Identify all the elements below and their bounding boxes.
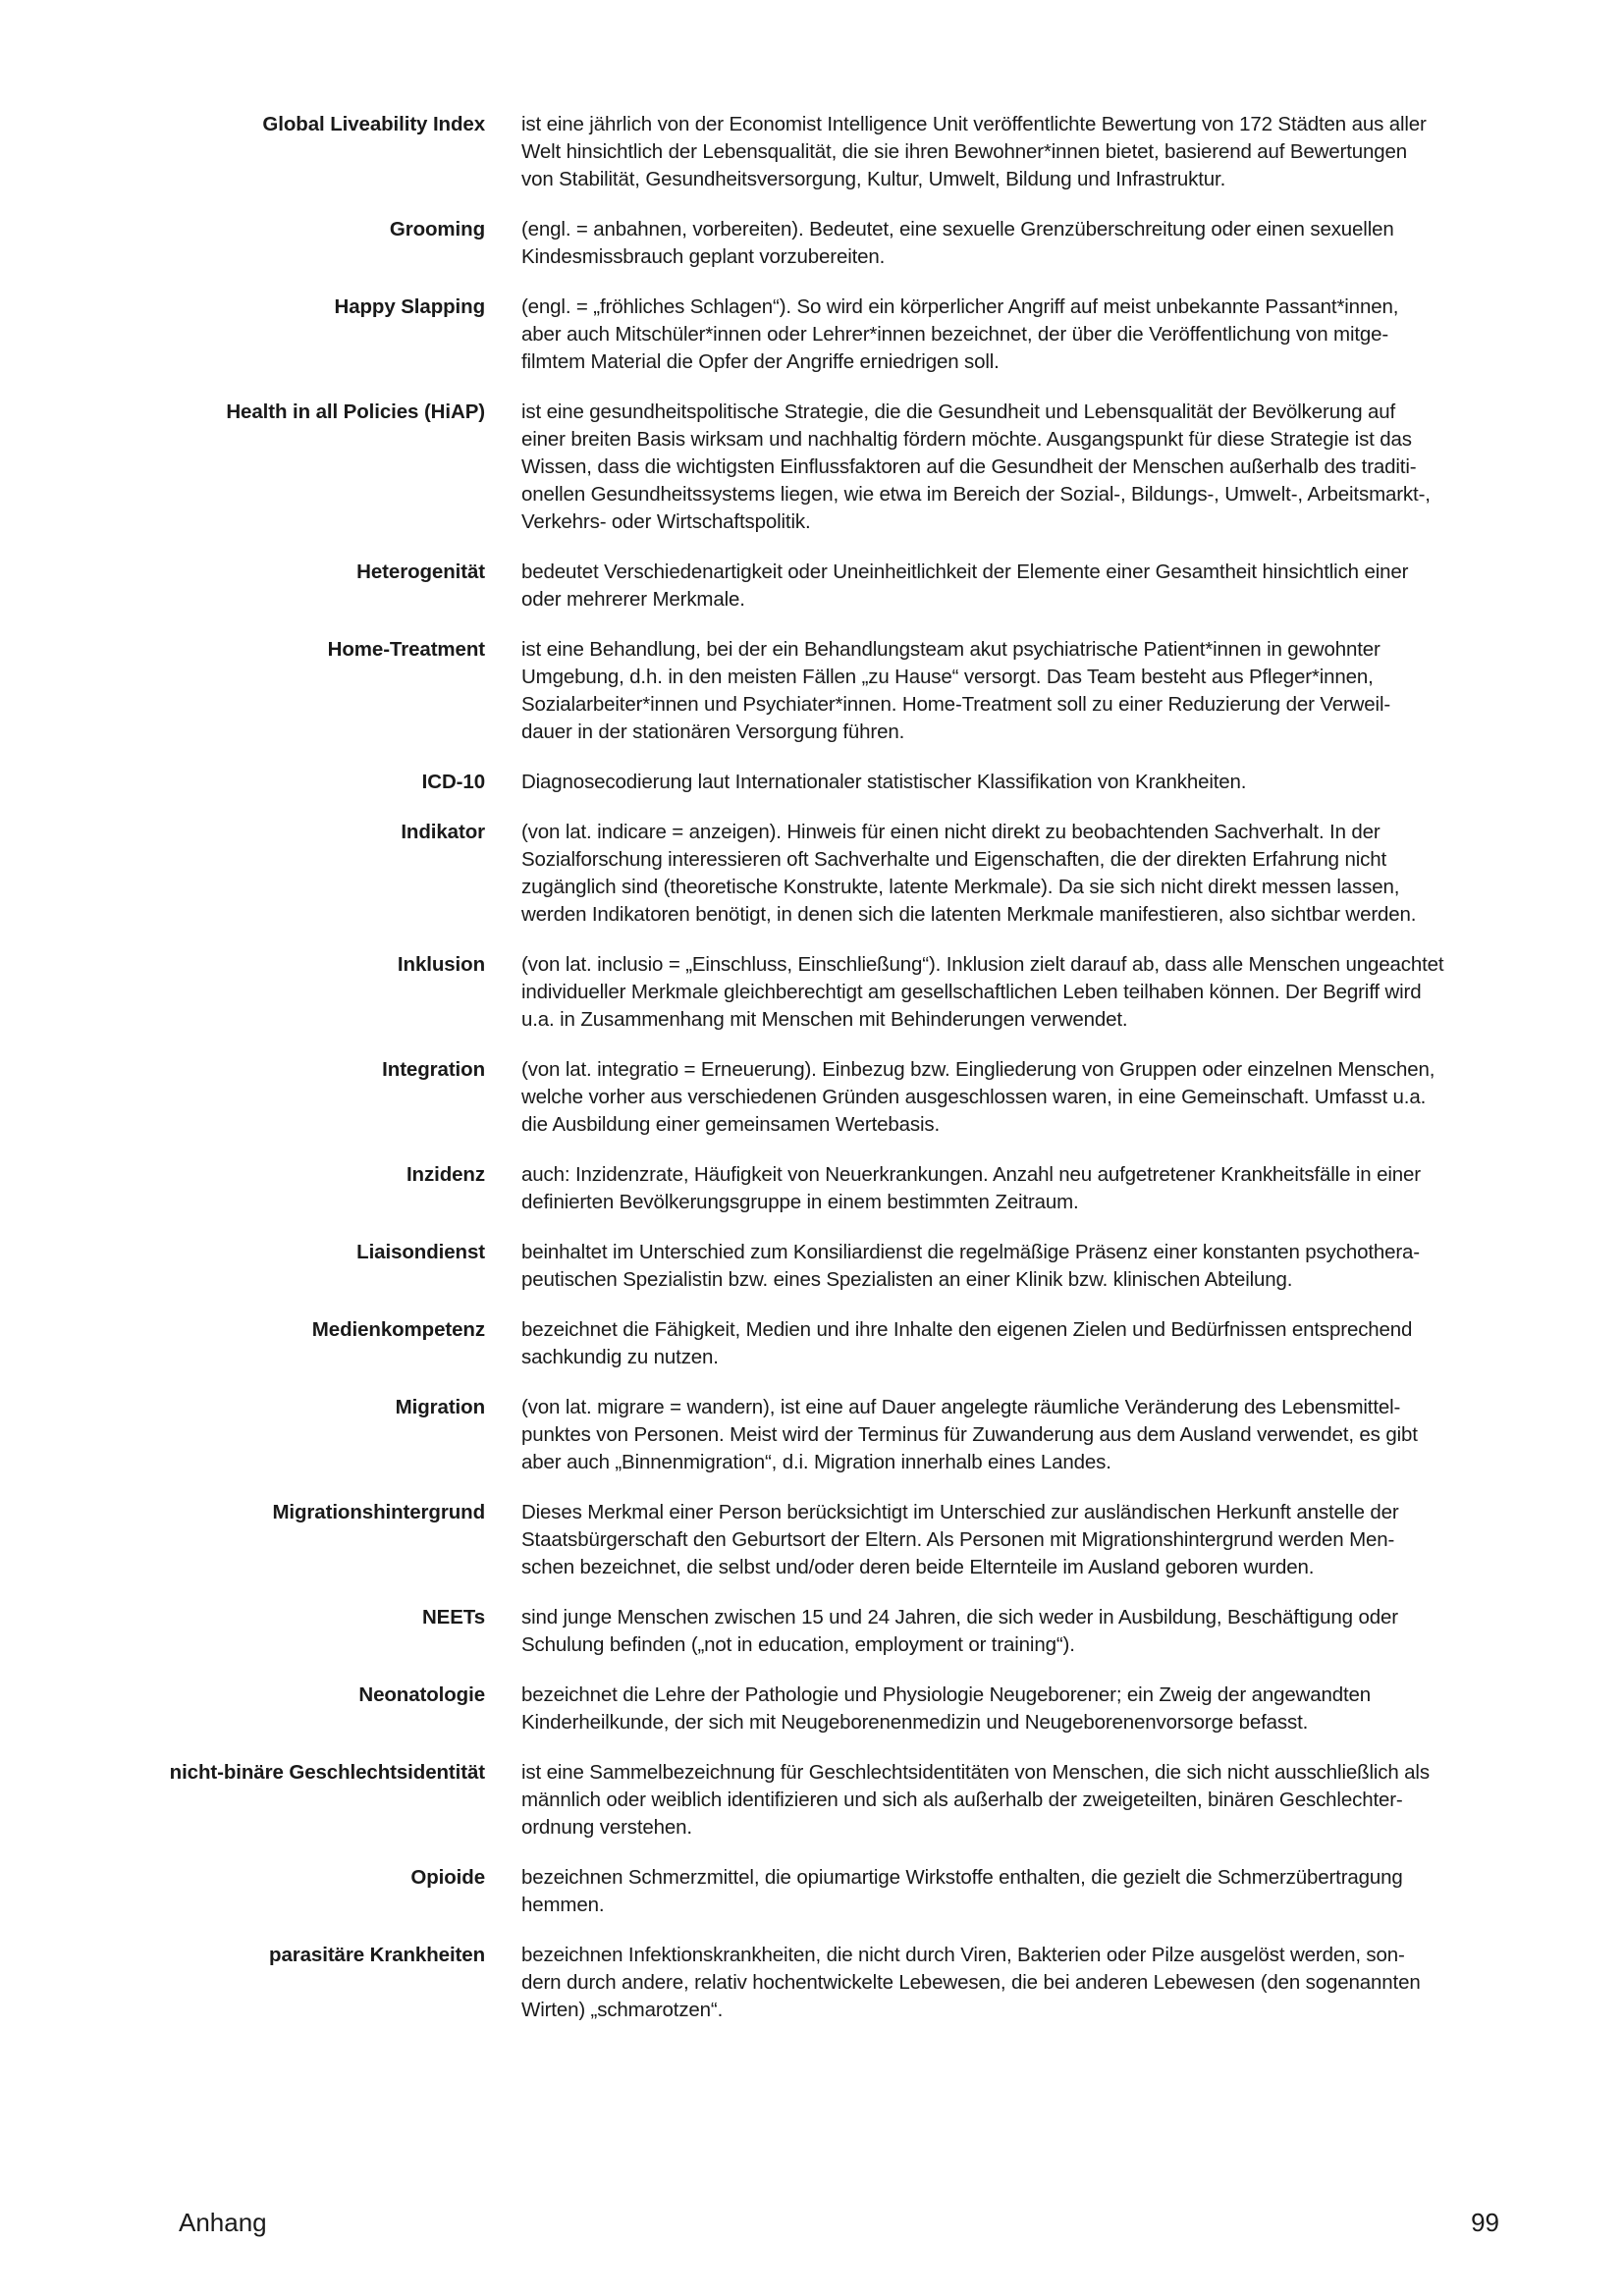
definition-line: (engl. = anbahnen, vorbereiten). Bedeutet, eine sexuelle Grenzüberschreitung oder einen sexuellen xyxy=(521,218,1394,240)
glossary-entry xyxy=(0,1864,1624,1919)
definition-line: von Stabilität, Gesundheitsversorgung, Kultur, Umwelt, Bildung und Infrastruktur. xyxy=(521,168,1226,190)
glossary-entry xyxy=(0,636,1624,746)
definition-line: Wissen, dass die wichtigsten Einflussfaktoren auf die Gesundheit der Menschen außerhalb des traditi- xyxy=(521,455,1417,478)
definition-line: einer breiten Basis wirksam und nachhaltig fördern möchte. Ausgangspunkt für diese Strategie ist das xyxy=(521,428,1412,451)
glossary-term: nicht-binäre Geschlechtsidentität xyxy=(169,1761,485,1784)
glossary-term: Integration xyxy=(382,1058,485,1081)
glossary-term: Inzidenz xyxy=(406,1163,485,1186)
definition-line: dauer in der stationären Versorgung führen. xyxy=(521,721,905,743)
glossary-term: Heterogenität xyxy=(356,561,485,583)
definition-line: definierten Bevölkerungsgruppe in einem bestimmten Zeitraum. xyxy=(521,1191,1079,1213)
definition-line: dern durch andere, relativ hochentwickelte Lebewesen, die bei anderen Lebewesen (den sogenannten xyxy=(521,1971,1421,1994)
glossary-term: Inklusion xyxy=(397,953,485,976)
definition-line: aber auch Mitschüler*innen oder Lehrer*innen bezeichnet, der über die Veröffentlichung von mitge- xyxy=(521,323,1389,346)
glossary-term: Neonatologie xyxy=(358,1683,485,1706)
definition-line: ordnung verstehen. xyxy=(521,1816,692,1839)
definition-line: ist eine Sammelbezeichnung für Geschlechtsidentitäten von Menschen, die sich nicht ausschließlich als xyxy=(521,1761,1430,1784)
glossary-entry xyxy=(0,1239,1624,1294)
glossary-term: Indikator xyxy=(401,821,485,843)
glossary-definition xyxy=(521,1604,1506,1659)
definition-line: oder mehrerer Merkmale. xyxy=(521,588,745,611)
glossary-list xyxy=(0,111,1624,2047)
glossary-term: Grooming xyxy=(389,218,485,240)
definition-line: Schulung befinden („not in education, employment or training“). xyxy=(521,1633,1075,1656)
definition-line: Dieses Merkmal einer Person berücksichtigt im Unterschied zur ausländischen Herkunft anstelle der xyxy=(521,1501,1399,1523)
glossary-entry xyxy=(0,951,1624,1034)
definition-line: Wirten) „schmarotzen“. xyxy=(521,1999,724,2021)
glossary-entry xyxy=(0,294,1624,376)
glossary-entry xyxy=(0,1394,1624,1476)
glossary-entry xyxy=(0,1161,1624,1216)
glossary-definition xyxy=(521,1864,1506,1919)
definition-line: bezeichnet die Lehre der Pathologie und Physiologie Neugeborener; ein Zweig der angewandten xyxy=(521,1683,1372,1706)
definition-line: onellen Gesundheitssystems liegen, wie etwa im Bereich der Sozial-, Bildungs-, Umwelt-, Arbeitsmarkt-, xyxy=(521,483,1431,506)
definition-line: Welt hinsichtlich der Lebensqualität, die sie ihren Bewohner*innen bietet, basierend auf Bewertungen xyxy=(521,140,1408,163)
glossary-definition xyxy=(521,1161,1506,1216)
glossary-definition xyxy=(521,1942,1506,2024)
definition-line: Kindesmissbrauch geplant vorzubereiten. xyxy=(521,245,886,268)
glossary-term: Global Liveability Index xyxy=(262,113,485,135)
glossary-entry xyxy=(0,1316,1624,1371)
definition-line: individueller Merkmale gleichberechtigt am gesellschaftlichen Leben teilhaben können. Der Begriff wird xyxy=(521,981,1422,1003)
definition-line: sind junge Menschen zwischen 15 und 24 Jahren, die sich weder in Ausbildung, Beschäftigung oder xyxy=(521,1606,1398,1629)
definition-line: ist eine jährlich von der Economist Intelligence Unit veröffentlichte Bewertung von 172 Städten aus aller xyxy=(521,113,1427,135)
glossary-term: parasitäre Krankheiten xyxy=(269,1944,485,1966)
definition-line: (engl. = „fröhliches Schlagen“). So wird ein körperlicher Angriff auf meist unbekannte Passant*innen, xyxy=(521,295,1399,318)
definition-line: bedeutet Verschiedenartigkeit oder Uneinheitlichkeit der Elemente einer Gesamtheit hinsichtlich einer xyxy=(521,561,1409,583)
glossary-entry xyxy=(0,1604,1624,1659)
definition-line: welche vorher aus verschiedenen Gründen ausgeschlossen waren, in eine Gemeinschaft. Umfasst u.a. xyxy=(521,1086,1427,1108)
glossary-term: Happy Slapping xyxy=(334,295,485,318)
definition-line: (von lat. integratio = Erneuerung). Einbezug bzw. Eingliederung von Gruppen oder einzelnen Menschen, xyxy=(521,1058,1435,1081)
glossary-term: NEETs xyxy=(421,1606,485,1629)
definition-line: Verkehrs- oder Wirtschaftspolitik. xyxy=(521,510,811,533)
glossary-entry xyxy=(0,1056,1624,1139)
glossary-entry xyxy=(0,1682,1624,1736)
glossary-definition xyxy=(521,1239,1506,1294)
definition-line: Sozialforschung interessieren oft Sachverhalte und Eigenschaften, die der direkten Erfahrung nicht xyxy=(521,848,1387,871)
definition-line: die Ausbildung einer gemeinsamen Wertebasis. xyxy=(521,1113,941,1136)
glossary-definition xyxy=(521,111,1506,193)
definition-line: schen bezeichnet, die selbst und/oder deren beide Elternteile im Ausland geboren wurden. xyxy=(521,1556,1315,1578)
definition-line: Staatsbürgerschaft den Geburtsort der Eltern. Als Personen mit Migrationshintergrund werden Men- xyxy=(521,1528,1395,1551)
glossary-definition xyxy=(521,1759,1506,1842)
page-number: 99 xyxy=(1471,2208,1499,2237)
definition-line: punktes von Personen. Meist wird der Terminus für Zuwanderung aus dem Ausland verwendet, es gibt xyxy=(521,1423,1418,1446)
glossary-term: Health in all Policies (HiAP) xyxy=(226,400,485,423)
definition-line: sachkundig zu nutzen. xyxy=(521,1346,719,1368)
definition-line: auch: Inzidenzrate, Häufigkeit von Neuerkrankungen. Anzahl neu aufgetretener Krankheitsfälle in einer xyxy=(521,1163,1421,1186)
definition-line: männlich oder weiblich identifizieren und sich als außerhalb der zweigeteilten, binären Geschlechter- xyxy=(521,1789,1403,1811)
glossary-definition xyxy=(521,951,1506,1034)
definition-line: filmtem Material die Opfer der Angriffe erniedrigen soll. xyxy=(521,350,1000,373)
definition-line: (von lat. inclusio = „Einschluss, Einschließung“). Inklusion zielt darauf ab, dass alle Menschen ungeachtet xyxy=(521,953,1444,976)
glossary-definition xyxy=(521,1056,1506,1139)
glossary-term: Migration xyxy=(395,1396,485,1418)
glossary-entry xyxy=(0,1759,1624,1842)
definition-line: (von lat. migrare = wandern), ist eine auf Dauer angelegte räumliche Veränderung des Lebensmittel- xyxy=(521,1396,1401,1418)
glossary-term: ICD-10 xyxy=(421,771,485,793)
glossary-definition xyxy=(521,1499,1506,1581)
glossary-definition xyxy=(521,769,1506,796)
glossary-term: Liaisondienst xyxy=(356,1241,485,1263)
definition-line: werden Indikatoren benötigt, in denen sich die latenten Merkmale manifestieren, also sichtbar werden. xyxy=(521,903,1417,926)
glossary-definition xyxy=(521,819,1506,929)
glossary-term: Medienkompetenz xyxy=(311,1318,485,1341)
glossary-entry xyxy=(0,111,1624,193)
glossary-definition xyxy=(521,216,1506,271)
glossary-definition xyxy=(521,399,1506,536)
glossary-term: Opioide xyxy=(410,1866,485,1889)
glossary-term: Home-Treatment xyxy=(327,638,485,661)
glossary-entry xyxy=(0,819,1624,929)
definition-line: ist eine gesundheitspolitische Strategie, die die Gesundheit und Lebensqualität der Bevölkerung auf xyxy=(521,400,1396,423)
glossary-entry xyxy=(0,769,1624,796)
definition-line: ist eine Behandlung, bei der ein Behandlungsteam akut psychiatrische Patient*innen in gewohnter xyxy=(521,638,1380,661)
definition-line: Umgebung, d.h. in den meisten Fällen „zu Hause“ versorgt. Das Team besteht aus Pfleger*innen, xyxy=(521,666,1374,688)
definition-line: beinhaltet im Unterschied zum Konsiliardienst die regelmäßige Präsenz einer konstanten psychothera- xyxy=(521,1241,1420,1263)
glossary-definition xyxy=(521,559,1506,614)
definition-line: Kinderheilkunde, der sich mit Neugeborenenmedizin und Neugeborenenvorsorge befasst. xyxy=(521,1711,1309,1734)
glossary-entry xyxy=(0,399,1624,536)
glossary-entry xyxy=(0,1499,1624,1581)
definition-line: (von lat. indicare = anzeigen). Hinweis für einen nicht direkt zu beobachtenden Sachverhalt. In der xyxy=(521,821,1380,843)
glossary-definition xyxy=(521,636,1506,746)
glossary-entry xyxy=(0,559,1624,614)
glossary-definition xyxy=(521,294,1506,376)
definition-line: bezeichnet die Fähigkeit, Medien und ihre Inhalte den eigenen Zielen und Bedürfnissen entsprechend xyxy=(521,1318,1413,1341)
definition-line: Sozialarbeiter*innen und Psychiater*innen. Home-Treatment soll zu einer Reduzierung der Verweil- xyxy=(521,693,1391,716)
definition-line: bezeichnen Infektionskrankheiten, die nicht durch Viren, Bakterien oder Pilze ausgelöst werden, son- xyxy=(521,1944,1405,1966)
glossary-definition xyxy=(521,1682,1506,1736)
glossary-definition xyxy=(521,1394,1506,1476)
definition-line: u.a. in Zusammenhang mit Menschen mit Behinderungen verwendet. xyxy=(521,1008,1128,1031)
definition-line: hemmen. xyxy=(521,1894,605,1916)
definition-line: zugänglich sind (theoretische Konstrukte, latente Merkmale). Da sie sich nicht direkt messen lassen, xyxy=(521,876,1400,898)
glossary-definition xyxy=(521,1316,1506,1371)
definition-line: peutischen Spezialistin bzw. eines Spezialisten an einer Klinik bzw. klinischen Abteilung. xyxy=(521,1268,1293,1291)
definition-line: aber auch „Binnenmigration“, d.i. Migration innerhalb eines Landes. xyxy=(521,1451,1111,1473)
glossary-entry xyxy=(0,216,1624,271)
definition-line: bezeichnen Schmerzmittel, die opiumartige Wirkstoffe enthalten, die gezielt die Schmerzübertragung xyxy=(521,1866,1403,1889)
definition-line: Diagnosecodierung laut Internationaler statistischer Klassifikation von Krankheiten. xyxy=(521,771,1247,793)
footer-section-label: Anhang xyxy=(179,2208,267,2237)
glossary-entry xyxy=(0,1942,1624,2024)
glossary-term: Migrationshintergrund xyxy=(272,1501,485,1523)
